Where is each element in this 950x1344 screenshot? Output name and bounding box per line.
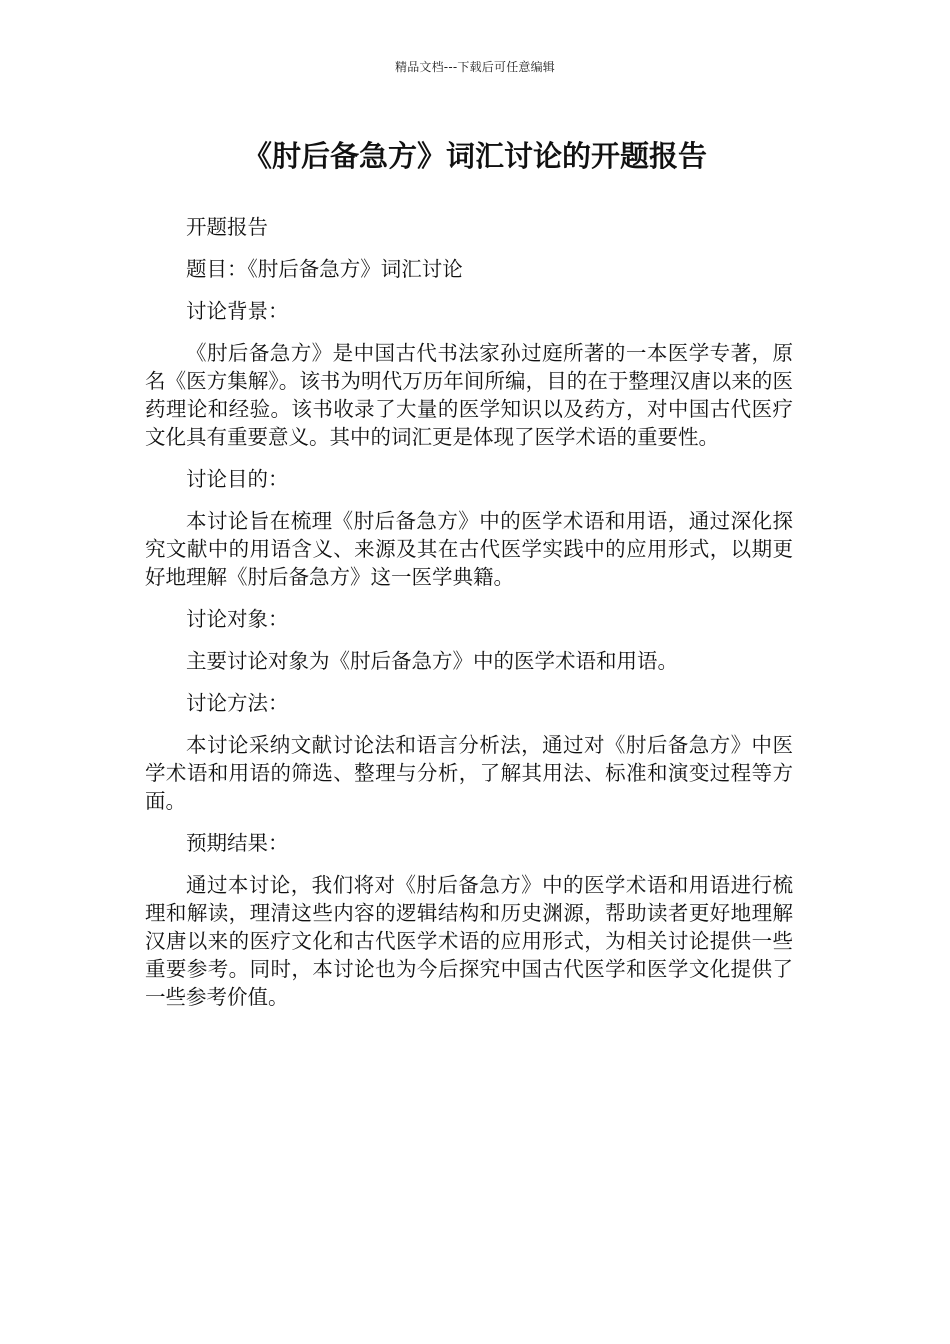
paragraph-report-label: 开题报告 [186,215,268,239]
paragraph-background-text: 《肘后备急方》是中国古代书法家孙过庭所著的一本医学专著，原名《医方集解》。该书为明代万历年间所编，目的在于整理汉唐以来的医药理论和经验。该书收录了大量的医学知识以及药方，对中国古代医疗文化具有重要意义。其中的词汇更是体现了医学术语的重要性。 [145,341,793,449]
document-title: 《肘后备急方》词汇讨论的开题报告 [242,139,707,173]
paragraph-background-heading: 讨论背景： [186,299,289,323]
paragraph-topic: 题目：《肘后备急方》词汇讨论 [186,257,463,281]
paragraph-purpose-text: 本讨论旨在梳理《肘后备急方》中的医学术语和用语，通过深化探究文献中的用语含义、来源及其在古代医学实践中的应用形式，以期更好地理解《肘后备急方》这一医学典籍。 [145,509,793,589]
paragraph-object-text: 主要讨论对象为《肘后备急方》中的医学术语和用语。 [186,649,678,673]
paragraph-results-heading: 预期结果： [186,831,289,855]
paragraph-purpose-heading: 讨论目的： [186,467,289,491]
document-body [145,213,793,1011]
paragraph-method-text: 本讨论采纳文献讨论法和语言分析法，通过对《肘后备急方》中医学术语和用语的筛选、整理与分析，了解其用法、标准和演变过程等方面。 [145,733,793,813]
paragraph-object-heading: 讨论对象： [186,607,289,631]
paragraph-results-text: 通过本讨论，我们将对《肘后备急方》中的医学术语和用语进行梳理和解读，理清这些内容的逻辑结构和历史渊源，帮助读者更好地理解汉唐以来的医疗文化和古代医学术语的应用形式，为相关讨论提供一些重要参考。同时，本讨论也为今后探究中国古代医学和医学文化提供了一些参考价值。 [145,873,793,1009]
page-header: 精品文档---下载后可任意编辑 [395,60,555,74]
paragraph-method-heading: 讨论方法： [186,691,289,715]
